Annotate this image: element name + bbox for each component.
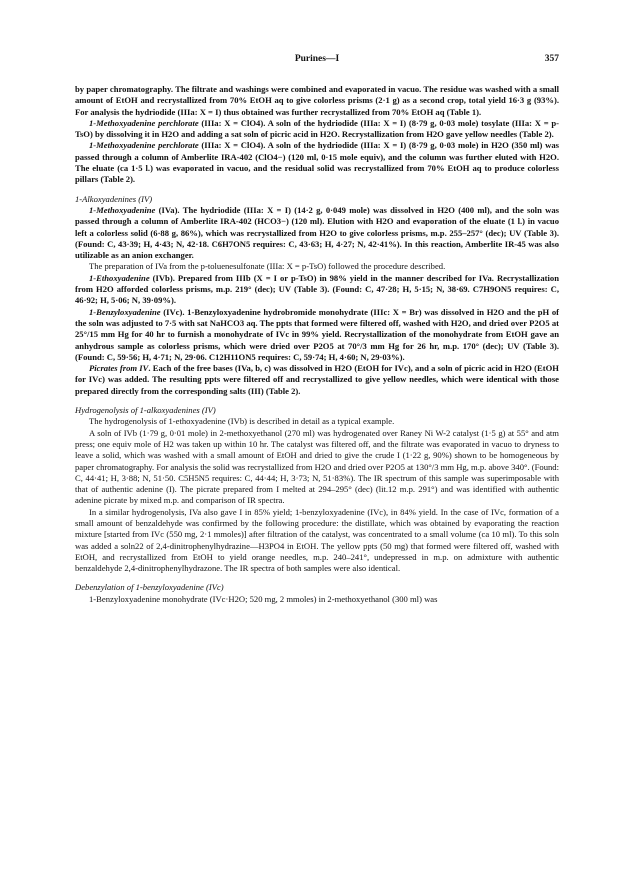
paragraph-lead: 1-Methoxyadenine perchlorate (89, 140, 199, 151)
paragraph (75, 261, 559, 272)
paragraph-text: (IVb). Prepared from IIIb (X = I or p-TsO) in 98% yield in the manner described for IVa. Recrystallization from H2O afforded colorless prisms, m.p. 219° (dec); UV (Table 3). (Found: C, 47·28; H, 5·15; N, 38·69. C7H9ON5 requires: C, 46·92; H, 5·06; N, 39·09%). (75, 272, 559, 306)
paragraph-lead: 1-Benzyloxyadenine (89, 306, 161, 317)
paragraph-text: The hydrogenolysis of 1-ethoxyadenine (IVb) is described in detail as a typical example. (89, 416, 395, 427)
page-number: 357 (544, 54, 559, 64)
running-header (75, 54, 559, 68)
paragraph (75, 428, 559, 507)
paragraph-text: In a similar hydrogenolysis, IVa also gave I in 85% yield; 1-benzyloxyadenine (IVc), in 84% yield. In the case of IVc, formation of a small amount of benzaldehyde was confirmed by the following procedure: the distillate, which was obtained by evaporating the reaction mixture [started from IVc (550 mg, 2·1 mmoles)] after filtration of the catalyst, was concentrated to a small volume (ca 10 ml). To this soln was added a soln22 of 2,4-dinitrophenylhydrazine—H3PO4 in EtOH. The yellow ppts (50 mg) that formed were filtered off, washed with EtOH, and recrystallized from EtOH to yield orange needles, m.p. 240–241°, undepressed in m.p. on admixture with authentic benzaldehyde 2,4-dinitrophenylhydrazone. The IR spectra of both samples were also identical. (75, 506, 559, 574)
paragraph (75, 363, 559, 397)
paragraph (75, 273, 559, 307)
paragraph (75, 507, 559, 575)
paragraph-text: (IVa). The hydriodide (IIIa: X = I) (14·2 g, 0·049 mole) was dissolved in H2O (400 ml), and the soln was passed through a column of Amberlite IRA-402 (HCO3−) (120 ml). Elution with H2O and evaporation of the eluate (1 l.) in vacuo left a colorless solid (6·88 g, 86%), which was recrystallized from H2O to give colorless prisms, m.p. 255–257° (dec); UV (Table 3). (Found: C, 43·39; H, 4·43; N, 42·18. C6H7ON5 requires: C, 43·63; H, 4·27; N, 42·41%). In this reaction, Amberlite IR-45 was also utilizable as an anion exchanger. (75, 204, 559, 261)
section-heading: Debenzylation of 1-benzyloxyadenine (IVc) (75, 582, 224, 593)
paragraph (75, 594, 559, 605)
paragraph-lead: 1-Methoxyadenine perchlorate (89, 117, 199, 128)
paragraph (75, 140, 559, 185)
paragraph-text: by paper chromatography. The filtrate and washings were combined and evaporated in vacuo. The residue was washed with a small amount of EtOH and recrystallized from 70% EtOH aq to give colorless prisms (2·1 g) as a second crop, total yield 16·3 g (93%). For analysis the hydriodide (IIIa: X = I) thus obtained was further recrystallized from 70% EtOH aq (Table 1). (75, 84, 559, 117)
paragraph-text: A soln of IVb (1·79 g, 0·01 mole) in 2-methoxyethanol (270 ml) was hydrogenated over Raney Ni W-2 catalyst (1·5 g) at 55° and atm press; one equiv mole of H2 was taken up within 10 hr. The catalyst was filtered off, and the filtrate was evaporated in vacuo to dryness to leave a solid, which was washed with a small amount of EtOH and dried to give the crude I (1·22 g, 90%) shown to be homogeneous by paper chromatography. For analysis the solid was recrystallized from H2O and dried over P2O5 at 130°/3 mm Hg, m.p. above 340°. (Found: C, 44·41; H, 3·88; N, 51·50. C5H5N5 requires: C, 44·44; H, 3·73; N, 51·83%). The IR spectrum of this sample was superimposable with that of authentic adenine (I). The picrate prepared from I melted at 294–295° (dec) (lit.12 m.p. 291°) and was identified with authentic adenine picrate by mixed m.p. and comparison of IR spectra. (75, 427, 559, 506)
paper-body (75, 84, 559, 605)
paragraph (75, 307, 559, 363)
paragraph-lead: Picrates from IV (89, 363, 149, 374)
paragraph-text: . Each of the free bases (IVa, b, c) was dissolved in H2O (EtOH for IVc), and a soln of picric acid in H2O (EtOH for IVc) was added. The resulting ppts were filtered off and recrystallized to give yellow needles, which were identical with those prepared directly from the corresponding salts (III) (Table 2). (75, 363, 559, 396)
paragraph-text: (IVc). 1-Benzyloxyadenine hydrobromide monohydrate (IIIc: X = Br) was dissolved in H2O and the pH of the soln was adjusted to 7·5 with sat NaHCO3 aq. The ppts that formed were filtered off, washed with H2O, and dried over P2O5 at 25°/15 mm Hg for 40 hr to furnish a monohydrate of IVc in 99% yield. Recrystallization of the monohydrate from EtOH gave an anhydrous sample as colorless prisms, which were dried over P2O5 at 70°/3 mm Hg for 26 hr, m.p. 170° (dec); UV (Table 3). (Found: C, 59·56; H, 4·71; N, 29·06. C12H11ON5 requires: C, 59·74; H, 4·60; N, 29·03%). (75, 306, 559, 362)
paragraph (75, 118, 559, 141)
paragraph (75, 205, 559, 261)
paragraph-text: 1-Benzyloxyadenine monohydrate (IVc·H2O; 520 mg, 2 mmoles) in 2-methoxyethanol (300 ml) was (89, 593, 438, 604)
paragraph-lead: 1-Methoxyadenine (89, 204, 156, 215)
paragraph-text: (IIIa: X = ClO4). A soln of the hydriodide (IIIa: X = I) (8·79 g, 0·03 mole) in H2O (350 ml) was passed through a column of Amberlite IRA-402 (ClO4−) (120 ml, 0·15 mole equiv), and the column was further eluted with H2O. The eluate (ca 1·5 l.) was evaporated in vacuo, and the residual solid was recrystallized from 70% EtOH aq to produce colorless pillars (Table 2). (75, 140, 559, 185)
section-heading: 1-Alkoxyadenines (IV) (75, 193, 153, 204)
paragraph-text: (IIIa: X = ClO4). A soln of the hydriodide (IIIa: X = I) (8·79 g, 0·03 mole) tosylate (IIIa: X = p-TsO) by dissolving it in H2O and adding a sat soln of picric acid in H2O. Recrystallization from H2O gave yellow needles (Table 2). (75, 117, 559, 140)
paragraph-lead: 1-Ethoxyadenine (89, 272, 150, 283)
section-heading: Hydrogenolysis of 1-alkoxyadenines (IV) (75, 405, 216, 416)
running-title: Purines—I (294, 54, 340, 64)
paragraph (75, 416, 559, 427)
paragraph-text: The preparation of IVa from the p-toluenesulfonate (IIIa: X = p-TsO) followed the procedure described. (89, 261, 446, 272)
paragraph (75, 84, 559, 118)
